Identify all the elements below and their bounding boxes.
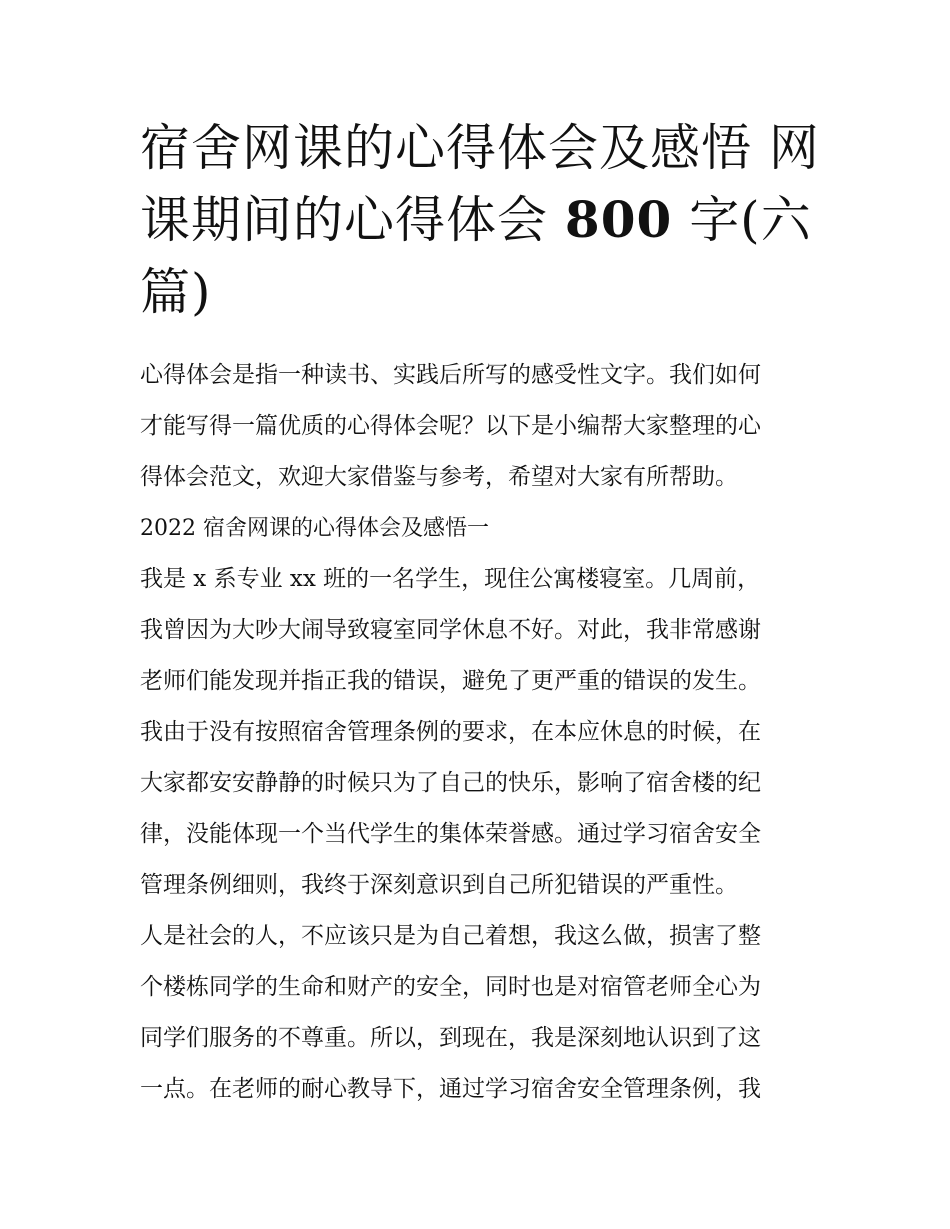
document-body [140, 350, 820, 1115]
title-line-2-text: 课期间的心得体会 [140, 191, 548, 249]
para1-line-3: 老师们能发现并指正我的错误，避免了更严重的错误的发生。 [140, 668, 761, 694]
intro-line-1: 心得体会是指一种读书、实践后所写的感受性文字。我们如何 [140, 362, 761, 388]
section-heading: 2022 宿舍网课的心得体会及感悟一 [140, 516, 489, 541]
para1-line-6: 律，没能体现一个当代学生的集体荣誉感。通过学习宿舍安全 [140, 821, 761, 847]
para1-line-2: 我曾因为大吵大闹导致寝室同学休息不好。对此，我非常感谢 [140, 617, 761, 643]
para1-line-4: 我由于没有按照宿舍管理条例的要求，在本应休息的时候，在 [140, 719, 761, 745]
intro-paragraph [140, 350, 820, 503]
intro-line-3: 得体会范文，欢迎大家借鉴与参考，希望对大家有所帮助。 [140, 464, 738, 490]
paragraph-1 [140, 554, 820, 911]
title-line-3: 篇) [140, 263, 212, 321]
document-title [140, 112, 820, 328]
title-number: 800 [564, 190, 673, 249]
title-line-2 [140, 184, 820, 256]
para2-line-3: 同学们服务的不尊重。所以，到现在，我是深刻地认识到了这 [140, 1025, 761, 1051]
title-line-1: 宿舍网课的心得体会及感悟 网 [140, 119, 820, 177]
para2-line-1: 人是社会的人，不应该只是为自己着想，我这么做，损害了整 [140, 923, 761, 949]
title-line-2-end: 字(六 [689, 191, 812, 249]
paragraph-2 [140, 911, 820, 1115]
para2-line-4: 一点。在老师的耐心教导下，通过学习宿舍安全管理条例，我 [140, 1076, 761, 1102]
para2-line-2: 个楼栋同学的生命和财产的安全，同时也是对宿管老师全心为 [140, 974, 761, 1000]
para1-line-7: 管理条例细则，我终于深刻意识到自己所犯错误的严重性。 [140, 872, 738, 898]
para1-line-1: 我是 x 系专业 xx 班的一名学生，现住公寓楼寝室。几周前， [140, 566, 761, 592]
para1-line-5: 大家都安安静静的时候只为了自己的快乐，影响了宿舍楼的纪 [140, 770, 761, 796]
document-page [140, 112, 820, 1115]
intro-line-2: 才能写得一篇优质的心得体会呢？以下是小编帮大家整理的心 [140, 413, 761, 439]
